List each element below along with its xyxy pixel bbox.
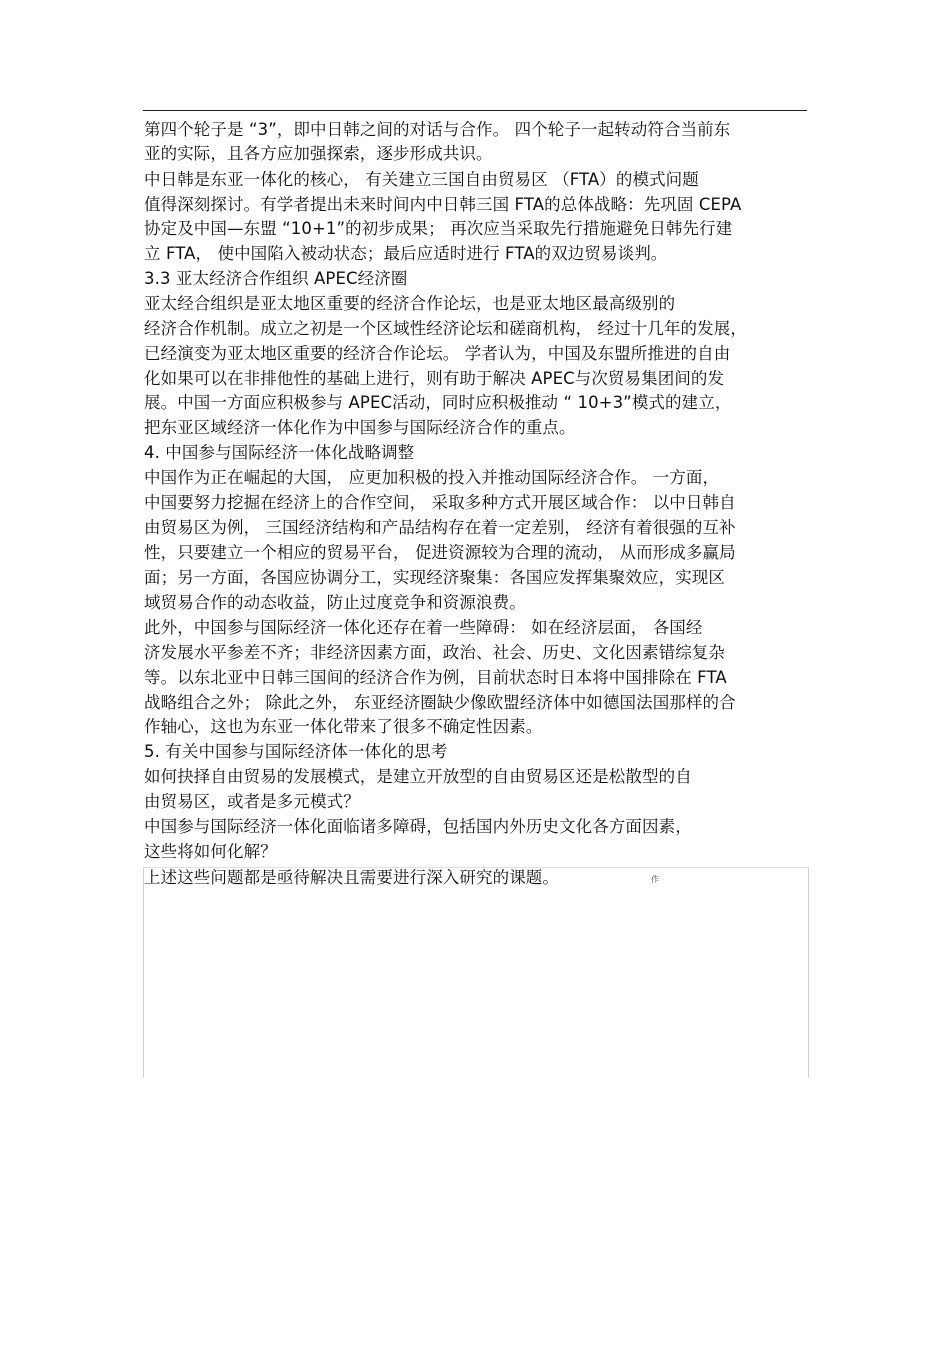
text-line: 上述这些问题都是亟待解决且需要进行深入研究的课题。	[144, 868, 559, 887]
text-line: 这些将如何化解？	[144, 842, 277, 861]
text-line: 作轴心，这也为东亚一体化带来了很多不确定性因素。	[144, 717, 543, 736]
section-heading: 5. 有关中国参与国际经济体一体化的思考	[144, 742, 448, 761]
text-line: 亚的实际，且各方应加强探索，逐步形成共识。	[144, 144, 493, 163]
text-line: 中国要努力挖掘在经济上的合作空间， 采取多种方式开展区域合作： 以中日韩自	[144, 493, 736, 512]
text-line: 值得深刻探讨。有学者提出未来时间内中日韩三国 FTA的总体战略：先巩固 CEPA	[144, 195, 742, 214]
text-line: 中国作为正在崛起的大国， 应更加积极的投入并推动国际经济合作。 一方面，	[144, 468, 720, 487]
text-line: 战略组合之外； 除此之外， 东亚经济圈缺少像欧盟经济体中如德国法国那样的合	[144, 693, 736, 712]
text-line: 此外，中国参与国际经济一体化还存在着一些障碍： 如在经济层面， 各国经	[144, 618, 703, 637]
text-line: 经济合作机制。成立之初是一个区域性经济论坛和磋商机构， 经过十几年的发展，	[144, 319, 747, 338]
text-line: 立 FTA， 使中国陷入被动状态；最后应适时进行 FTA的双边贸易谈判。	[144, 244, 668, 263]
text-line: 性，只要建立一个相应的贸易平台， 促进资源较为合理的流动， 从而形成多赢局	[144, 543, 736, 562]
text-box-frame	[143, 867, 809, 1078]
text-line: 由贸易区为例， 三国经济结构和产品结构存在着一定差别， 经济有着很强的互补	[144, 518, 736, 537]
text-line: 如何抉择自由贸易的发展模式，是建立开放型的自由贸易区还是松散型的自	[144, 767, 692, 786]
text-line: 等。以东北亚中日韩三国间的经济合作为例，目前状态时日本将中国排除在 FTA	[144, 668, 727, 687]
text-line: 由贸易区，或者是多元模式？	[144, 792, 360, 811]
text-line: 协定及中国—东盟 “10+1”的初步成果； 再次应当采取先行措施避免日韩先行建	[144, 219, 733, 238]
footnote-mark: 作	[651, 875, 659, 884]
text-line: 已经演变为亚太地区重要的经济合作论坛。 学者认为，中国及东盟所推进的自由	[144, 344, 731, 363]
text-line: 展。中国一方面应积极参与 APEC活动，同时应积极推动 “ 10+3”模式的建立，	[144, 393, 732, 412]
text-line: 第四个轮子是 “3”，即中日韩之间的对话与合作。 四个轮子一起转动符合当前东	[144, 120, 731, 139]
text-line: 亚太经合组织是亚太地区重要的经济合作论坛，也是亚太地区最高级别的	[144, 294, 676, 313]
header-rule	[143, 110, 807, 111]
section-heading: 4. 中国参与国际经济一体化战略调整	[144, 443, 415, 462]
text-line: 中日韩是东亚一体化的核心， 有关建立三国自由贸易区 （FTA）的模式问题	[144, 170, 699, 189]
section-heading: 3.3 亚太经济合作组织 APEC经济圈	[144, 269, 408, 288]
text-line: 把东亚区域经济一体化作为中国参与国际经济合作的重点。	[144, 418, 576, 437]
text-line: 面；另一方面，各国应协调分工，实现经济聚集：各国应发挥集聚效应，实现区	[144, 568, 725, 587]
text-line: 济发展水平参差不齐；非经济因素方面，政治、社会、历史、文化因素错综复杂	[144, 643, 725, 662]
text-line: 化如果可以在非排他性的基础上进行，则有助于解决 APEC与次贸易集团间的发	[144, 369, 725, 388]
text-line: 中国参与国际经济一体化面临诸多障碍，包括国内外历史文化各方面因素，	[144, 817, 692, 836]
text-line: 域贸易合作的动态收益，防止过度竞争和资源浪费。	[144, 593, 526, 612]
